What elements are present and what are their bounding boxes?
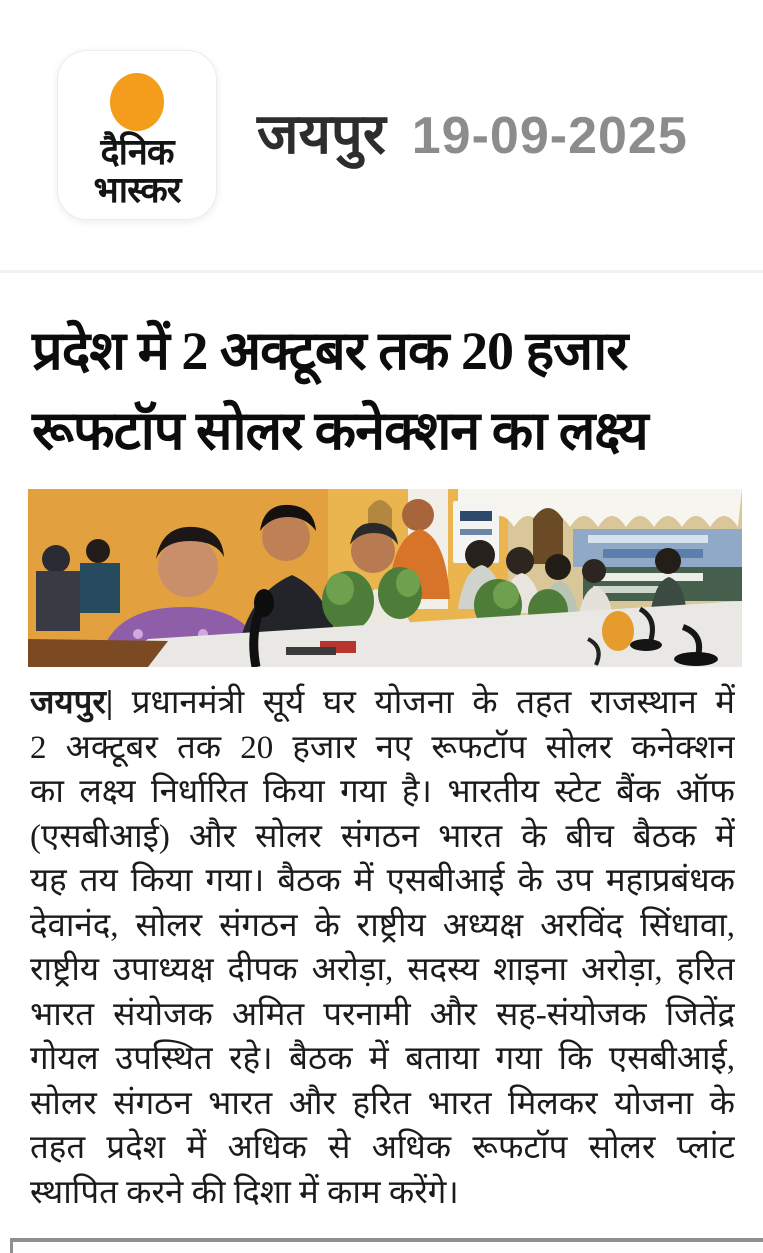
logo-text-line2: भास्कर	[93, 169, 181, 211]
article-line: (एसबीआई) और सोलर संगठन भारत के बीच बैठक में	[30, 818, 735, 855]
meeting-photo	[28, 489, 742, 667]
header-divider	[0, 270, 763, 273]
article-line: 2 अक्टूबर तक 20 हजार नए रूफटॉप सोलर कनेक्शन	[30, 729, 735, 766]
article-headline	[32, 311, 739, 471]
dainik-bhaskar-logo	[57, 50, 217, 220]
article-line: तहत प्रदेश में अधिक से अधिक रूफटॉप सोलर प्लांट	[30, 1130, 735, 1166]
article-line: गोयल उपस्थित रहे। बैठक में बताया गया कि एसबीआई,	[30, 1041, 735, 1077]
meeting-photo-graphic	[28, 489, 742, 667]
article-line: राष्ट्रीय उपाध्यक्ष दीपक अरोड़ा, सदस्य शाइना अरोड़ा, हरित	[30, 952, 735, 988]
edition-date: 19-09-2025	[411, 107, 688, 165]
article-line-text: प्रधानमंत्री सूर्य घर योजना के तहत राजस्थान में	[131, 685, 735, 721]
edition-city: जयपुर	[257, 102, 386, 165]
headline-line2: रूफटॉप सोलर कनेक्शन का लक्ष्य	[32, 401, 648, 461]
article-dateline: जयपुर|	[30, 685, 114, 721]
article-line: यह तय किया गया। बैठक में एसबीआई के उप महाप्रबंधक	[30, 863, 735, 899]
logo-text-line1: दैनिक	[100, 131, 174, 172]
article-line: भारत संयोजक अमित परनामी और सह-संयोजक जितेंद्र	[30, 996, 735, 1033]
article-body	[30, 681, 735, 1215]
article-line: देवानंद, सोलर संगठन के राष्ट्रीय अध्यक्ष अरविंद सिंधावा,	[30, 907, 735, 944]
sun-dot-icon	[110, 73, 164, 131]
logo-text	[93, 133, 180, 209]
next-article-box-edge	[10, 1238, 763, 1253]
article-line	[30, 681, 735, 726]
headline-line1: प्रदेश में 2 अक्टूबर तक 20 हजार	[32, 321, 628, 381]
masthead	[0, 0, 763, 222]
article-line: सोलर संगठन भारत और हरित भारत मिलकर योजना के	[30, 1085, 735, 1122]
article-line: स्थापित करने की दिशा में काम करेंगे।	[30, 1174, 459, 1211]
article-line: का लक्ष्य निर्धारित किया गया है। भारतीय स्टेट बैंक ऑफ	[30, 774, 735, 810]
